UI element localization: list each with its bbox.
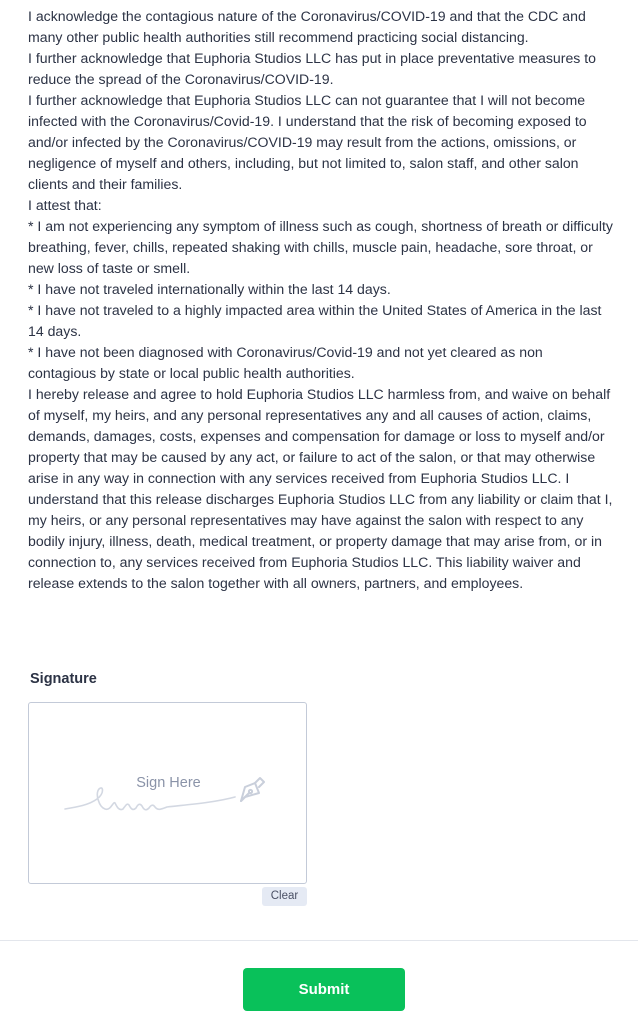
- waiver-paragraph: I further acknowledge that Euphoria Studios LLC has put in place preventative measures to reduce the spread of the Coronavirus/COVID-19.: [28, 50, 597, 87]
- footer-divider: [0, 940, 638, 941]
- signature-label: Signature: [30, 671, 97, 687]
- sign-here-placeholder: Sign Here: [136, 775, 201, 791]
- waiver-text: [28, 6, 614, 594]
- waiver-bullet: * I have not traveled internationally within the last 14 days.: [28, 281, 391, 297]
- waiver-paragraph: I hereby release and agree to hold Euphoria Studios LLC harmless from, and waive on behalf of myself, my heirs, and any personal representatives any and all causes of action, claims, demands, damages, costs, expenses and compensation for damage or loss to myself and/or property that may be caused by any act, or failure to act of the salon, or that may otherwise arise in any way in connection with any services received from Euphoria Studios LLC. I understand that this release discharges Euphoria Studios LLC from any liability or claim that I, my heirs, or any personal representatives may have against the salon with respect to any bodily injury, illness, death, medical treatment, or property damage that may arise from, or in connection to, any services received from Euphoria Studios LLC. This liability waiver and release extends to the salon together with all owners, partners, and employees.: [28, 386, 613, 591]
- submit-button[interactable]: Submit: [243, 968, 405, 1011]
- signature-pad[interactable]: [28, 702, 307, 884]
- waiver-paragraph: I further acknowledge that Euphoria Studios LLC can not guarantee that I will not become infected with the Coronavirus/Covid-19. I understand that the risk of becoming exposed to and/or infected by the Coronavirus/COVID-19 may result from the actions, omissions, or negligence of myself and others, including, but not limited to, salon staff, and other salon clients and their families.: [28, 92, 587, 192]
- waiver-bullet: * I have not been diagnosed with Coronavirus/Covid-19 and not yet cleared as non contagious by state or local public health authorities.: [28, 344, 543, 381]
- waiver-paragraph: I acknowledge the contagious nature of the Coronavirus/COVID-19 and that the CDC and many other public health authorities still recommend practicing social distancing.: [28, 8, 586, 45]
- waiver-paragraph: I attest that:: [28, 197, 102, 213]
- clear-signature-button[interactable]: Clear: [262, 887, 307, 906]
- waiver-bullet: * I am not experiencing any symptom of illness such as cough, shortness of breath or difficulty breathing, fever, chills, repeated shaking with chills, muscle pain, headache, sore throat, or new loss of taste or smell.: [28, 218, 613, 276]
- waiver-bullet: * I have not traveled to a highly impacted area within the United States of America in the last 14 days.: [28, 302, 602, 339]
